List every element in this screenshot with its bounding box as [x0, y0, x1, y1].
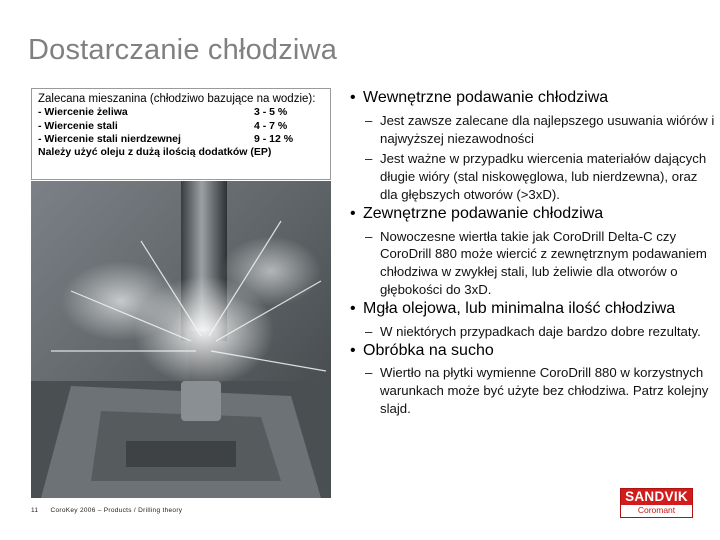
sub-bullet-text: Jest zawsze zalecane dla najlepszego usuwania wiórów i najwyższej niezawodności [380, 112, 715, 146]
sub-bullet-text: Nowoczesne wiertła takie jak CoroDrill Delta-C czy CoroDrill 880 może wiercić z zewnętrznym podawaniem chłodziwa w zwykłej stali, lub żeliwie dla otworów o głębokości do 3xD. [380, 228, 707, 298]
mix-row [38, 133, 324, 146]
mix-row [38, 120, 324, 133]
bullet-list [340, 88, 716, 418]
mix-row-label: - Wiercenie żeliwa [38, 106, 128, 119]
dash-icon: – [365, 112, 373, 128]
bullet-text: Wewnętrzne podawanie chłodziwa [363, 89, 609, 106]
mix-row-value: 9 - 12 % [254, 132, 294, 145]
mix-row [38, 106, 324, 119]
footer-text: CoroKey 2006 – Products / Drilling theory [50, 507, 183, 514]
mix-note: Należy użyć oleju z dużą ilością dodatków (EP) [38, 145, 272, 158]
sub-bullet-item [340, 150, 716, 203]
slide-footer [31, 507, 192, 514]
mix-row-label: - Wiercenie stali [38, 119, 118, 132]
coolant-mix-box [31, 88, 331, 180]
dash-icon: – [365, 151, 373, 167]
dash-icon: – [365, 228, 373, 244]
bullet-group [340, 204, 716, 299]
bullet-text: Mgła olejowa, lub minimalna ilość chłodziwa [363, 299, 676, 317]
sub-bullet-text: Wiertło na płytki wymienne CoroDrill 880 w korzystnych warunkach może być użyte bez chłodziwa. Patrz kolejny slajd. [380, 365, 709, 416]
logo-brand: SANDVIK [621, 489, 692, 505]
bullet-text: Obróbka na sucho [363, 341, 494, 359]
dash-icon: – [365, 323, 373, 339]
sub-bullet-item [340, 364, 716, 417]
bullet-icon: • [350, 341, 356, 359]
bullet-text: Zewnętrzne podawanie chłodziwa [363, 204, 604, 222]
bullet-group [340, 341, 716, 418]
drilling-photo-illustration [31, 181, 331, 498]
mix-row-label: - Wiercenie stali nierdzewnej [38, 132, 181, 145]
sub-bullet-item [340, 112, 716, 148]
logo-sub: Coromant [637, 505, 676, 515]
drilling-coolant-photo [31, 181, 331, 498]
sandvik-coromant-logo [620, 488, 693, 518]
sub-bullet-text: Jest ważne w przypadku wiercenia materiałów dających długie wióry (stal niskowęglowa, lub nierdzewna), oraz dla głębszych otworów (>3xD). [380, 151, 707, 203]
bullet-icon: • [350, 299, 356, 317]
sub-bullet-item [340, 228, 716, 299]
bullet-item [340, 299, 716, 320]
sub-bullet-item [340, 323, 716, 341]
mix-intro: Zalecana mieszanina (chłodziwo bazujące na wodzie): [38, 93, 316, 105]
bullet-group [340, 299, 716, 341]
bullet-item [340, 88, 716, 109]
mix-row-value: 4 - 7 % [254, 119, 288, 132]
bullet-group [340, 88, 716, 204]
mix-row-value: 3 - 5 % [254, 106, 288, 119]
page-number: 11 [31, 507, 39, 514]
bullet-item [340, 204, 716, 225]
dash-icon: – [365, 365, 373, 381]
bullet-item [340, 341, 716, 362]
bullet-icon: • [350, 89, 356, 106]
sub-bullet-text: W niektórych przypadkach daje bardzo dobre rezultaty. [380, 323, 701, 339]
bullet-icon: • [350, 204, 356, 222]
slide-title: Dostarczanie chłodziwa [28, 34, 338, 66]
